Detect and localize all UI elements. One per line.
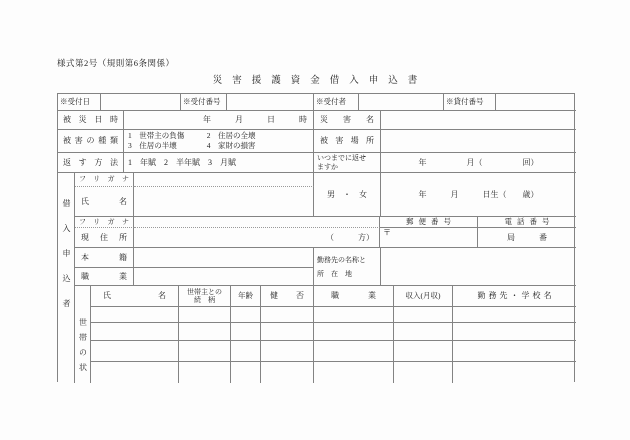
household-row4-health [261,362,314,383]
household-col-workplace: 勤務先・学校名 [453,286,576,307]
workplace-field [381,248,576,286]
household-col-health: 健否 [261,286,314,307]
repay-deadline-field: 年 月（ 回） [381,153,576,173]
phone-number-header: 電話番号 [478,217,576,228]
damage-place-field [381,130,576,153]
household-row3-job [314,341,394,362]
repayment-method-options: 1 年賦 2 半年賦 3 月賦 [124,153,314,173]
household-row4-relation [179,362,231,383]
household-row3-age [231,341,261,362]
household-section-label: 世帯の状 [75,286,91,383]
disaster-datetime-field: 年 月 日 時 [124,111,314,130]
furigana-label-1: フリガナ [75,173,134,187]
loan-number-field [496,94,576,111]
household-col-name: 氏名 [91,286,179,307]
household-row2-relation [179,323,231,341]
phone-number-field: 局 番 [478,228,576,248]
damage-place-label: 被害場所 [314,130,381,153]
applicant-section-label: 借入申込者 [58,173,75,383]
postal-code-header: 郵便番号 [380,217,478,228]
household-row4-workplace [453,362,576,383]
sex-field: 男 ・ 女 [314,173,381,217]
furigana-label-2: フリガナ [75,217,134,228]
disaster-name-label: 災害名 [314,111,381,130]
domicile-label: 本籍 [75,248,134,268]
form-title: 災害援護資金借入申込書 [212,76,428,86]
household-row3-income [394,341,453,362]
household-row4-age [231,362,261,383]
household-row3-workplace [453,341,576,362]
name-field [134,187,314,217]
occupation-label: 職業 [75,268,134,286]
furigana-field-2 [134,217,380,228]
household-row2-name [91,323,179,341]
household-col-job: 職業 [314,286,394,307]
reception-staff-field [359,94,444,111]
reception-date-label: ※受付日 [58,94,101,111]
household-row1-income [394,307,453,323]
name-label: 氏名 [75,187,134,217]
reception-staff-label: ※受付者 [314,94,359,111]
household-row2-income [394,323,453,341]
repayment-method-label: 返す方法 [58,153,124,173]
reception-number-field [227,94,314,111]
disaster-datetime-label: 被災日時 [58,111,124,130]
household-row2-workplace [453,323,576,341]
household-row3-name [91,341,179,362]
household-row4-income [394,362,453,383]
household-row1-health [261,307,314,323]
occupation-field [134,268,314,286]
household-row4-name [91,362,179,383]
repay-deadline-label: いつまでに返せ ますか [314,153,381,173]
birthdate-field: 年 月 日生（ 歳） [381,173,576,217]
damage-type-line1: 1 世帯主の負傷 2 住居の全壊 [128,131,256,140]
damage-type-label: 被害の種類 [58,130,124,153]
household-row2-age [231,323,261,341]
disaster-name-field [381,111,576,130]
form-number: 様式第2号（規則第6条関係） [57,58,175,68]
household-row1-relation [179,307,231,323]
damage-type-line2: 3 住居の半壊 4 家財の損害 [128,141,256,150]
address-field: （ 方） [134,228,380,248]
reception-number-label: ※受付番号 [181,94,227,111]
household-row3-health [261,341,314,362]
household-col-income: 収入(月収) [394,286,453,307]
household-row3-relation [179,341,231,362]
postal-code-field: 〒 [380,228,478,248]
household-col-relation: 世帯主との 続 柄 [179,286,231,307]
loan-number-label: ※貸付番号 [444,94,496,111]
household-col-age: 年齢 [231,286,261,307]
form-table [57,93,575,382]
household-row1-job [314,307,394,323]
household-row4-job [314,362,394,383]
household-row2-health [261,323,314,341]
household-row1-age [231,307,261,323]
furigana-field-1 [134,173,314,187]
damage-type-options [124,130,314,153]
workplace-label: 勤務先の名称と 所 在 地 [314,248,381,286]
domicile-field [134,248,314,268]
address-label: 現住所 [75,228,134,248]
reception-date-field [101,94,181,111]
household-row1-name [91,307,179,323]
household-row1-workplace [453,307,576,323]
household-row2-job [314,323,394,341]
